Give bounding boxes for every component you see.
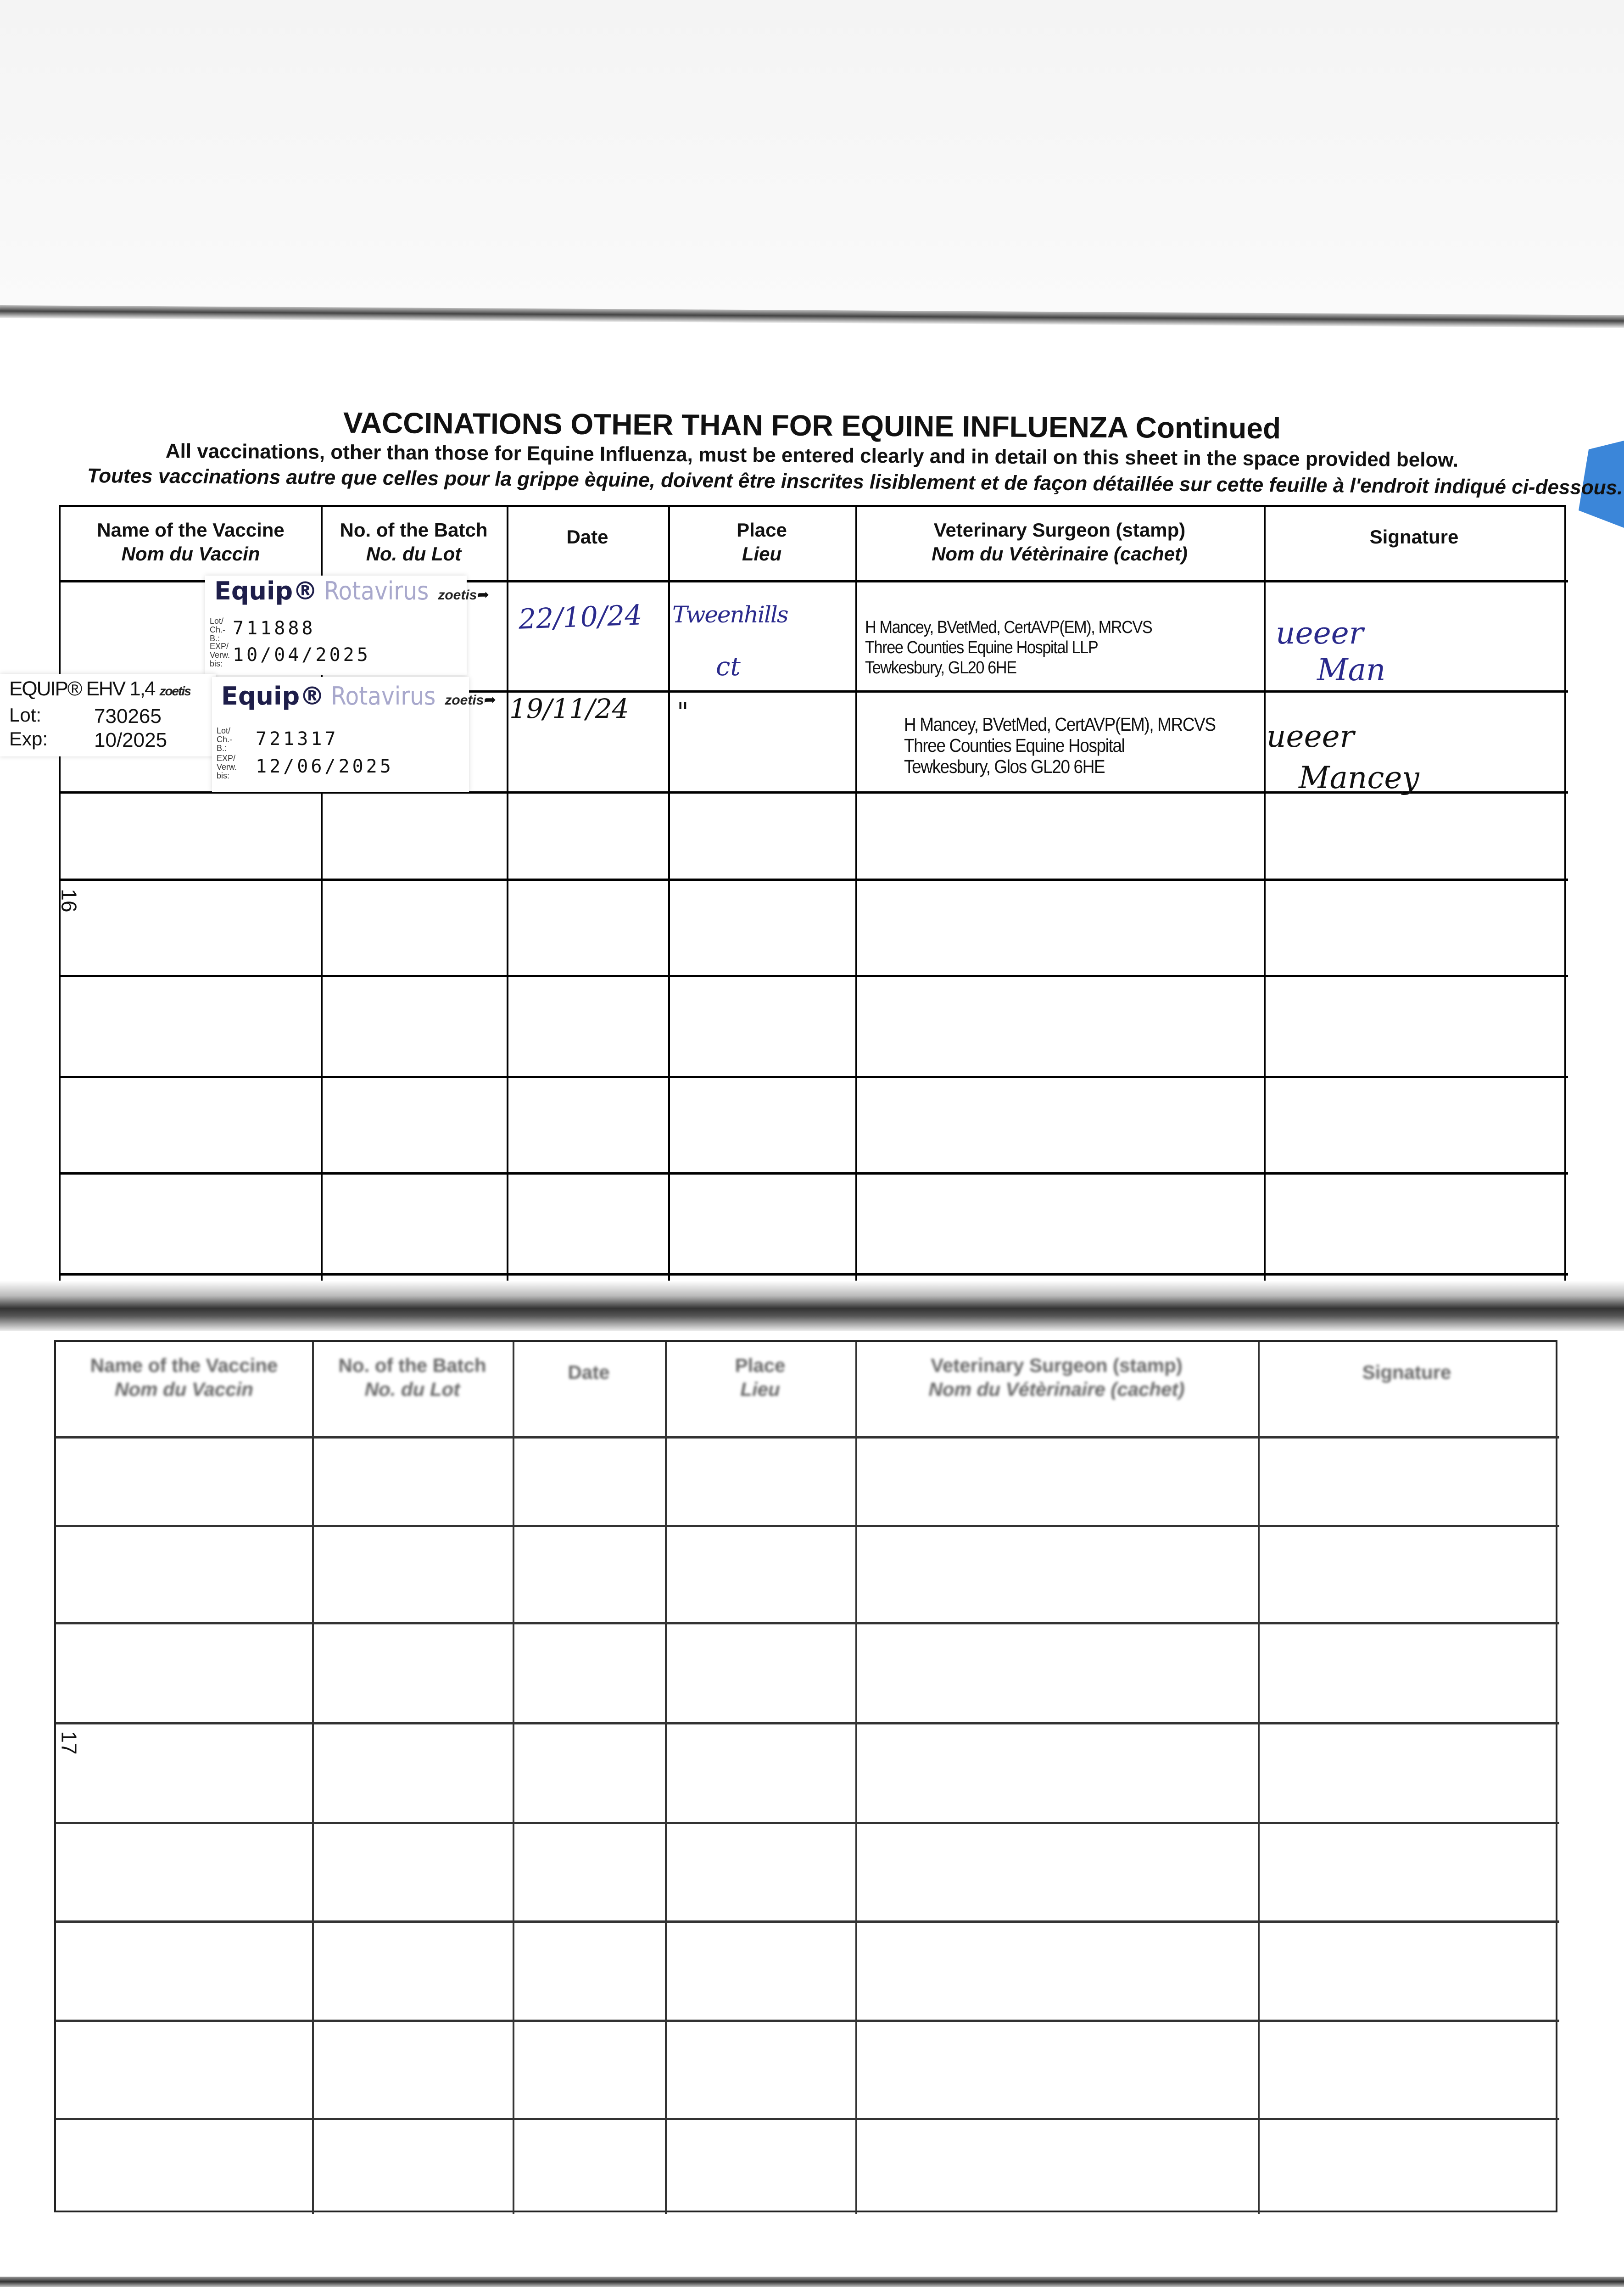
entry-1-place-line2: ct	[716, 652, 741, 682]
table-cell[interactable]	[507, 879, 668, 975]
table-cell[interactable]	[321, 975, 507, 1076]
table-cell[interactable]	[513, 2020, 665, 2118]
table-cell[interactable]	[312, 2020, 513, 2118]
label-lot-caption: Lot:	[9, 704, 42, 726]
column-header-4-p16	[668, 518, 855, 566]
table-cell[interactable]	[312, 1722, 513, 1822]
table-cell[interactable]	[1258, 1822, 1556, 1920]
column-header-6-p17	[1258, 1360, 1556, 1384]
header-english: Veterinary Surgeon (stamp)	[931, 1355, 1183, 1376]
instruction-french: Toutes vaccinations autre que celles pour la grippe èquine, doivent être inscrites lisiblement et de façon détaillée sur cette feuille à l'endroit indiqué ci-dessous.	[87, 465, 1623, 499]
entry-2-vet-stamp	[904, 714, 1216, 777]
table-cell[interactable]	[56, 2020, 312, 2118]
table-cell[interactable]	[61, 879, 321, 975]
row-divider	[61, 879, 1568, 881]
entry-2-signature[interactable]	[1267, 716, 1419, 799]
table-cell[interactable]	[312, 1822, 513, 1920]
vaccine-label-rotavirus-1	[205, 576, 490, 675]
table-cell[interactable]	[1258, 1436, 1556, 1525]
table-cell[interactable]	[665, 1722, 855, 1822]
header-french: Lieu	[742, 543, 782, 565]
table-cell[interactable]	[312, 1525, 513, 1622]
label-lot-caption: Lot/ Ch.-B.:	[217, 726, 233, 753]
signature-line: ueeer	[1276, 616, 1364, 651]
table-cell[interactable]	[507, 791, 668, 879]
table-cell[interactable]	[61, 975, 321, 1076]
table-cell[interactable]	[61, 791, 321, 879]
zoetis-bird-icon: ➦	[484, 691, 497, 708]
table-cell[interactable]	[855, 2118, 1258, 2214]
table-cell[interactable]	[1258, 1525, 1556, 1622]
label-exp: 12/06/2025	[256, 756, 394, 777]
table-cell[interactable]	[1258, 1722, 1556, 1822]
table-cell[interactable]	[1258, 2118, 1556, 2214]
header-english: Place	[735, 1355, 786, 1376]
table-cell[interactable]	[507, 580, 668, 690]
label-product: EHV 1,4	[86, 677, 155, 700]
table-cell[interactable]	[668, 690, 855, 791]
column-divider	[665, 1342, 667, 2214]
row-divider	[61, 1273, 1568, 1276]
header-french: Nom du Vaccin	[115, 1378, 253, 1400]
table-cell[interactable]	[1258, 1622, 1556, 1722]
row-divider	[56, 1622, 1559, 1624]
column-divider	[312, 1342, 314, 2214]
table-cell[interactable]	[855, 975, 1264, 1076]
header-english: Date	[566, 526, 608, 548]
table-cell[interactable]	[513, 1436, 665, 1525]
entry-1-place[interactable]: Tweenhills	[672, 601, 788, 628]
column-divider	[855, 507, 857, 1305]
header-english: Name of the Vaccine	[90, 1355, 278, 1376]
stamp-line: Three Counties Equine Hospital	[904, 735, 1125, 756]
vaccine-label-rotavirus-2	[212, 677, 497, 792]
table-cell[interactable]	[668, 580, 855, 690]
table-cell[interactable]	[1258, 2020, 1556, 2118]
header-english: Date	[568, 1361, 610, 1383]
table-cell[interactable]	[513, 2118, 665, 2214]
table-cell[interactable]	[507, 1172, 668, 1273]
header-english: Veterinary Surgeon (stamp)	[933, 519, 1186, 541]
table-cell[interactable]	[1264, 975, 1564, 1076]
table-cell[interactable]	[321, 879, 507, 975]
zoetis-logo: zoetis	[159, 684, 190, 698]
table-cell[interactable]	[1264, 879, 1564, 975]
table-cell[interactable]	[668, 1076, 855, 1172]
table-cell[interactable]	[56, 1525, 312, 1622]
column-divider	[1264, 507, 1266, 1305]
stamp-line: Tewkesbury, Glos GL20 6HE	[904, 756, 1105, 777]
vaccine-label-ehv	[0, 674, 216, 756]
signature-line: Man	[1317, 652, 1386, 688]
table-cell[interactable]	[1264, 1172, 1564, 1273]
column-divider	[668, 507, 670, 1305]
label-lot-caption: Lot/ Ch.-B.:	[210, 616, 226, 643]
table-cell[interactable]	[855, 1076, 1264, 1172]
header-english: No. of the Batch	[338, 1355, 486, 1376]
stamp-line: Three Counties Equine Hospital LLP	[865, 638, 1098, 657]
entry-2-date[interactable]: 19/11/24	[509, 693, 629, 724]
label-exp-caption: EXP/ Verw. bis:	[217, 754, 237, 780]
column-header-5-p16	[855, 518, 1264, 566]
table-cell[interactable]	[855, 1436, 1258, 1525]
table-cell[interactable]	[665, 1525, 855, 1622]
column-divider	[1258, 1342, 1260, 2214]
table-cell[interactable]	[312, 2118, 513, 2214]
table-cell[interactable]	[668, 879, 855, 975]
table-cell[interactable]	[56, 1822, 312, 1920]
table-cell[interactable]	[855, 1525, 1258, 1622]
table-cell[interactable]	[312, 1920, 513, 2020]
table-cell[interactable]	[1264, 791, 1564, 879]
column-header-3-p17	[513, 1360, 665, 1384]
column-divider	[513, 1342, 514, 2214]
table-cell[interactable]	[665, 1920, 855, 2020]
label-product: Rotavirus	[331, 682, 436, 711]
instruction-english: All vaccinations, other than those for Equine Influenza, must be entered clearly and in detail on this sheet in the space provided below.	[165, 440, 1459, 471]
table-cell[interactable]	[312, 1436, 513, 1525]
table-cell[interactable]	[321, 791, 507, 879]
signature-line: ueeer	[1267, 719, 1355, 754]
page-fold	[0, 1281, 1624, 1331]
table-cell[interactable]	[1258, 1920, 1556, 2020]
signature-line: Mancey	[1299, 760, 1419, 795]
row-divider	[56, 1822, 1559, 1824]
vaccination-table-page-17	[54, 1340, 1557, 2212]
table-cell[interactable]	[56, 1920, 312, 2020]
entry-1-vet-stamp	[865, 617, 1152, 678]
entry-1-signature[interactable]	[1276, 615, 1385, 688]
header-english: Signature	[1362, 1361, 1451, 1383]
label-lot: 730265	[94, 705, 162, 728]
zoetis-bird-icon: ➦	[477, 586, 490, 603]
scanner-background	[0, 0, 1624, 317]
table-cell[interactable]	[665, 1436, 855, 1525]
label-exp: 10/04/2025	[233, 644, 371, 666]
table-cell[interactable]	[56, 1622, 312, 1722]
table-cell[interactable]	[513, 1920, 665, 2020]
label-exp-caption: Exp:	[9, 728, 48, 750]
header-french: No. du Lot	[364, 1378, 460, 1400]
label-brand: Equip®	[214, 577, 318, 605]
table-cell[interactable]	[56, 2118, 312, 2214]
header-french: Lieu	[740, 1378, 780, 1400]
table-cell[interactable]	[855, 791, 1264, 879]
zoetis-logo: zoetis	[445, 693, 484, 708]
page-number-16: 16	[57, 889, 81, 912]
table-cell[interactable]	[321, 1076, 507, 1172]
column-header-1-p17	[56, 1354, 312, 1401]
table-cell[interactable]	[855, 1722, 1258, 1822]
header-french: Nom du Vétèrinaire (cachet)	[928, 1378, 1185, 1400]
label-exp: 10/2025	[94, 729, 167, 751]
table-cell[interactable]	[668, 791, 855, 879]
table-cell[interactable]	[855, 1822, 1258, 1920]
row-divider	[61, 975, 1568, 977]
entry-2-place[interactable]: "	[677, 698, 689, 728]
stamp-line: H Mancey, BVetMed, CertAVP(EM), MRCVS	[904, 714, 1216, 735]
row-divider	[56, 1722, 1559, 1724]
column-header-2-p16	[321, 518, 507, 566]
label-lot: 721317	[256, 728, 339, 750]
label-product: Rotavirus	[324, 577, 429, 605]
header-french: No. du Lot	[366, 543, 462, 565]
row-divider	[61, 1172, 1568, 1175]
page-number-17: 17	[57, 1731, 81, 1755]
table-cell[interactable]	[513, 1525, 665, 1622]
header-english: No. of the Batch	[340, 519, 488, 541]
table-cell[interactable]	[321, 1172, 507, 1273]
table-cell[interactable]	[61, 1076, 321, 1172]
column-divider	[855, 1342, 857, 2214]
column-divider	[507, 507, 508, 1305]
row-divider	[56, 2020, 1559, 2022]
table-cell[interactable]	[665, 2118, 855, 2214]
header-english: Signature	[1369, 526, 1459, 548]
label-brand: Equip®	[221, 682, 325, 711]
table-cell[interactable]	[855, 1920, 1258, 2020]
table-cell[interactable]	[668, 1172, 855, 1273]
table-cell[interactable]	[855, 2020, 1258, 2118]
header-english: Place	[737, 519, 787, 541]
row-divider	[56, 2118, 1559, 2120]
column-header-5-p17	[855, 1354, 1258, 1401]
row-divider	[61, 1076, 1568, 1078]
table-cell[interactable]	[56, 1722, 312, 1822]
table-cell[interactable]	[665, 1622, 855, 1722]
table-cell[interactable]	[56, 1436, 312, 1525]
table-cell[interactable]	[855, 879, 1264, 975]
table-cell[interactable]	[668, 975, 855, 1076]
zoetis-logo: zoetis	[438, 588, 477, 603]
label-lot: 711888	[233, 618, 316, 639]
table-cell[interactable]	[312, 1622, 513, 1722]
table-cell[interactable]	[513, 1822, 665, 1920]
table-cell[interactable]	[507, 975, 668, 1076]
column-header-6-p16	[1264, 525, 1564, 549]
page-title: VACCINATIONS OTHER THAN FOR EQUINE INFLUENZA Continued	[343, 406, 1281, 445]
table-cell[interactable]	[507, 1076, 668, 1172]
table-cell[interactable]	[665, 1822, 855, 1920]
entry-1-date[interactable]: 22/10/24	[518, 599, 643, 636]
stamp-line: H Mancey, BVetMed, CertAVP(EM), MRCVS	[865, 618, 1152, 637]
table-cell[interactable]	[1264, 1076, 1564, 1172]
stamp-line: Tewkesbury, GL20 6HE	[865, 658, 1016, 677]
column-header-3-p16	[507, 525, 668, 549]
table-cell[interactable]	[855, 1622, 1258, 1722]
label-brand: EQUIP®	[9, 677, 82, 700]
header-english: Name of the Vaccine	[97, 519, 285, 541]
page-bottom-edge	[0, 2277, 1624, 2287]
table-cell[interactable]	[665, 2020, 855, 2118]
row-divider	[56, 1525, 1559, 1527]
header-french: Nom du Vaccin	[121, 543, 260, 565]
row-divider	[56, 1436, 1559, 1439]
table-cell[interactable]	[61, 1172, 321, 1273]
column-header-1-p16	[61, 518, 321, 566]
header-french: Nom du Vétèrinaire (cachet)	[932, 543, 1188, 565]
label-exp-caption: EXP/ Verw. bis:	[210, 642, 230, 668]
table-cell[interactable]	[855, 1172, 1264, 1273]
column-header-4-p17	[665, 1354, 855, 1401]
table-cell[interactable]	[513, 1622, 665, 1722]
table-cell[interactable]	[513, 1722, 665, 1822]
column-header-2-p17	[312, 1354, 513, 1401]
row-divider	[56, 1920, 1559, 1923]
